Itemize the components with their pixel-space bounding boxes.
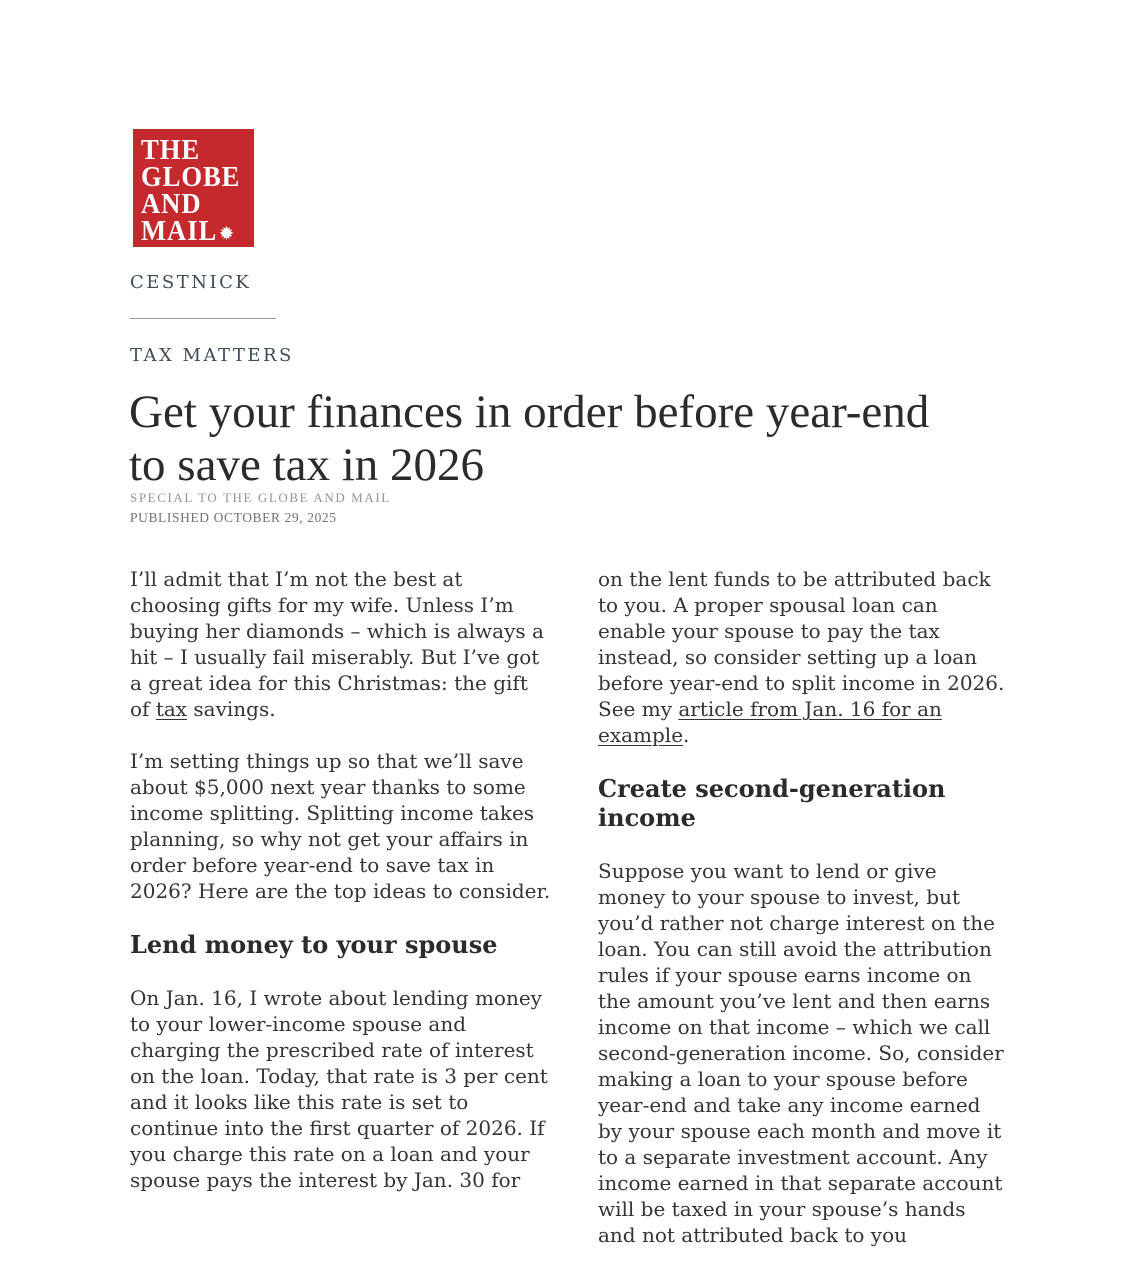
paragraph-text: I’m setting things up so that we’ll save about $5,000 next year thanks to some income splitting. Splitting income takes planning, so why not get your affairs in order before year-end to save tax in 2026? Here are the top ideas to consider. [130,749,551,903]
inline-link[interactable]: article from Jan. 16 for an example [598,697,942,747]
section-label: TAX MATTERS [130,345,294,366]
article-column-right [598,566,1008,1274]
article-paragraph [130,566,552,722]
author-name: CESTNICK [130,272,252,293]
divider [130,318,276,319]
published-date: PUBLISHED OCTOBER 29, 2025 [130,510,337,525]
logo-line: AND [141,189,202,220]
byline: SPECIAL TO THE GLOBE AND MAIL [130,490,391,505]
article-headline: Get your finances in order before year-end to save tax in 2026 [129,386,930,491]
paragraph-text: . [683,723,690,747]
subheading: Create second-generation income [598,774,946,832]
subheading: Lend money to your spouse [130,930,498,959]
logo-line: GLOBE [141,162,241,193]
paragraph-text: savings. [187,697,276,721]
logo-line: THE [141,135,201,166]
article-paragraph [598,858,1008,1248]
paragraph-text: I’ll admit that I’m not the best at choosing gifts for my wife. Unless I’m buying her diamonds – which is always a hit – I usually fail miserably. But I’ve got a great idea for this Christmas: the gift of [130,567,544,721]
article-paragraph [130,985,552,1193]
paragraph-text: On Jan. 16, I wrote about lending money to your lower-income spouse and charging the prescribed rate of interest on the loan. Today, that rate is 3 per cent and it looks like this rate is set to continue into the first quarter of 2026. If you charge this rate on a loan and your spouse pays the interest by Jan. 30 for [130,986,548,1192]
logo-line [141,218,248,245]
logo-line-text: MAIL [141,216,218,247]
article-paragraph [130,748,552,904]
globe-and-mail-logo[interactable] [133,129,254,247]
article-column-left [130,566,552,1219]
paragraph-text: on the lent funds to be attributed back to you. A proper spousal loan can enable your spouse to pay the tax instead, so consider setting up a loan before year-end to split income in 2026. See my [598,567,1005,721]
inline-link[interactable]: tax [155,697,188,721]
article-paragraph [598,566,1008,748]
maple-leaf-icon [219,225,234,241]
paragraph-text: Suppose you want to lend or give money to your spouse to invest, but you’d rather not charge interest on the loan. You can still avoid the attribution rules if your spouse earns income on the amount you’ve lent and then earns income on that income – which we call second-generation income. So, consider making a loan to your spouse before year-end and take any income earned by your spouse each month and move it to a separate investment account. Any income earned in that separate account will be taxed in your spouse’s hands and not attributed back to you [598,859,1004,1247]
